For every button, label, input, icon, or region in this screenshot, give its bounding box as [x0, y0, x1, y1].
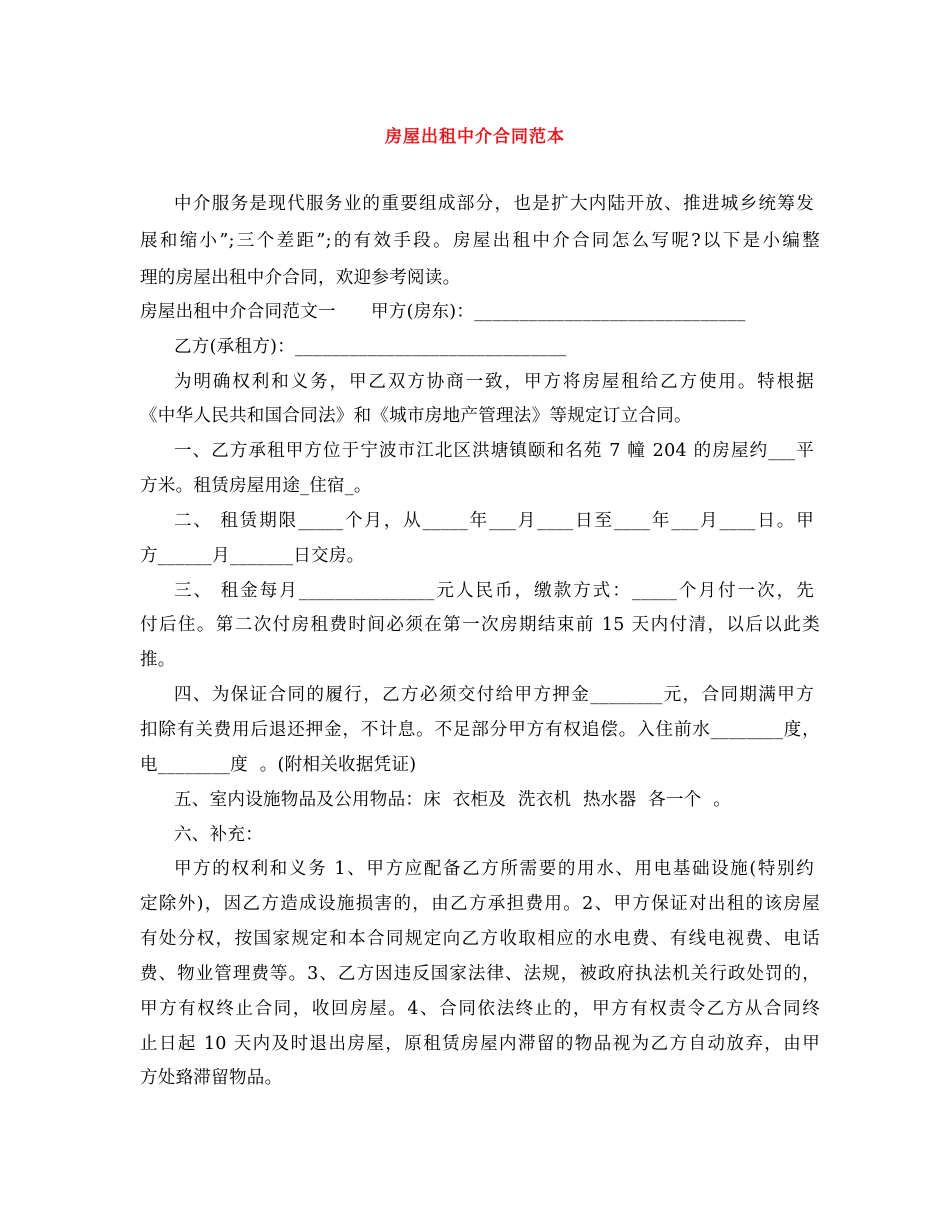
paragraph-line: 展和缩小”;三个差距”;的有效手段。房屋出租中介合同怎么写呢?以下是小编整 [140, 231, 820, 251]
paragraph-line: 扣除有关费用后退还押金，不计息。不足部分甲方有权追偿。入住前水________度， [140, 720, 820, 740]
paragraph-line: 有处分权，按国家规定和本合同规定向乙方收取相应的水电费、有线电视费、电话 [140, 929, 820, 949]
document-title: 房屋出租中介合同范本 [385, 127, 565, 147]
paragraph-line: 方处臵滞留物品。 [140, 1068, 283, 1088]
paragraph-line: 理的房屋出租中介合同，欢迎参考阅读。 [140, 268, 461, 288]
paragraph-line: 房屋出租中介合同范文一 甲方(房东)：______________________________ [140, 302, 746, 322]
paragraph-line: 《中华人民共和国合同法》和《城市房地产管理法》等规定订立合同。 [140, 406, 692, 426]
paragraph-line: 甲方的权利和义务 1、甲方应配备乙方所需要的用水、用电基础设施(特别约 [174, 859, 814, 879]
paragraph-line: 五、室内设施物品及公用物品：床 衣柜及 洗衣机 热水器 各一个 。 [174, 790, 732, 810]
paragraph-line: 止日起 10 天内及时退出房屋，原租赁房屋内滞留的物品视为乙方自动放弃，由甲 [140, 1034, 820, 1054]
paragraph-line: 电________度 。(附相关收据凭证) [140, 755, 417, 775]
paragraph-line: 乙方(承租方)：______________________________ [174, 337, 567, 357]
paragraph-line: 中介服务是现代服务业的重要组成部分，也是扩大内陆开放、推进城乡统筹发 [174, 194, 814, 214]
paragraph-line: 费、物业管理费等。3、乙方因违反国家法律、法规，被政府执法机关行政处罚的， [140, 964, 820, 984]
paragraph-line: 方______月_______日交房。 [140, 546, 365, 566]
paragraph-line: 为明确权利和义务，甲乙双方协商一致，甲方将房屋租给乙方使用。特根据 [174, 372, 814, 392]
paragraph-line: 四、为保证合同的履行，乙方必须交付给甲方押金________元，合同期满甲方 [174, 685, 814, 705]
paragraph-line: 付后住。第二次付房租费时间必须在第一次房期结束前 15 天内付清，以后以此类 [140, 615, 820, 635]
paragraph-line: 六、补充： [174, 825, 263, 845]
paragraph-line: 推。 [140, 650, 176, 670]
paragraph-line: 一、乙方承租甲方位于宁波市江北区洪塘镇颐和名苑 7 幢 204 的房屋约___平 [174, 441, 814, 461]
paragraph-line: 定除外)，因乙方造成设施损害的，由乙方承担费用。2、甲方保证对出租的该房屋 [140, 894, 820, 914]
paragraph-line: 方米。租赁房屋用途_住宿_。 [140, 476, 372, 496]
paragraph-line: 三、 租金每月_______________元人民币，缴款方式：_____个月付一次，先 [174, 581, 814, 601]
paragraph-line: 甲方有权终止合同，收回房屋。4、合同依法终止的，甲方有权责令乙方从合同终 [140, 999, 820, 1019]
paragraph-line: 二、 租赁期限_____个月，从_____年___月____日至____年___月____日。甲 [174, 511, 814, 531]
